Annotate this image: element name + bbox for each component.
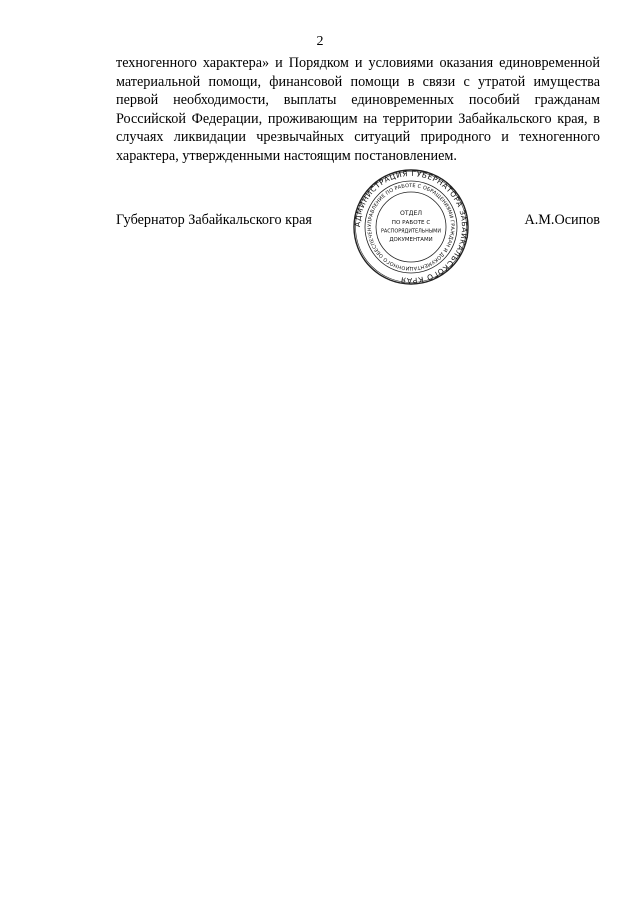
stamp-inner-border bbox=[376, 192, 446, 262]
stamp-center-line: РАСПОРЯДИТЕЛЬНЫМИ bbox=[380, 228, 442, 235]
body-line: характера, утвержденными настоящим постановлением. bbox=[116, 147, 457, 164]
stamp-center-line: ОТДЕЛ bbox=[399, 210, 423, 217]
official-stamp bbox=[352, 168, 470, 286]
signer-name: А.М.Осипов bbox=[524, 212, 600, 228]
stamp-outer-ring-text: АДМИНИСТРАЦИЯ ГУБЕРНАТОРА ЗАБАЙКАЛЬСКОГО КРАЯ bbox=[352, 168, 470, 286]
body-line: материальной помощи, финансовой помощи в связи с утратой имущества bbox=[116, 73, 600, 90]
signer-position: Губернатор Забайкальского края bbox=[116, 212, 312, 228]
stamp-inner-ring-text: УПРАВЛЕНИЕ ПО РАБОТЕ С ОБРАЩЕНИЯМИ ГРАЖДАН И ДОКУМЕНТАЦИОННОГО ОБЕСПЕЧЕН bbox=[366, 182, 456, 272]
body-line: случаях ликвидации чрезвычайных ситуаций природного и техногенного bbox=[116, 129, 600, 146]
stamp-middle-border bbox=[365, 181, 457, 273]
stamp-center-line: ПО РАБОТЕ С bbox=[391, 220, 431, 226]
stamp-center-line: ДОКУМЕНТАМИ bbox=[389, 237, 433, 243]
body-line: Российской Федерации, проживающим на территории Забайкальского края, в bbox=[116, 110, 600, 127]
body-paragraph bbox=[116, 54, 600, 166]
body-line: первой необходимости, выплаты единовременных пособий гражданам bbox=[116, 92, 600, 109]
page-number: 2 bbox=[316, 34, 324, 49]
body-line: техногенного характера» и Порядком и условиями оказания единовременной bbox=[116, 55, 600, 71]
